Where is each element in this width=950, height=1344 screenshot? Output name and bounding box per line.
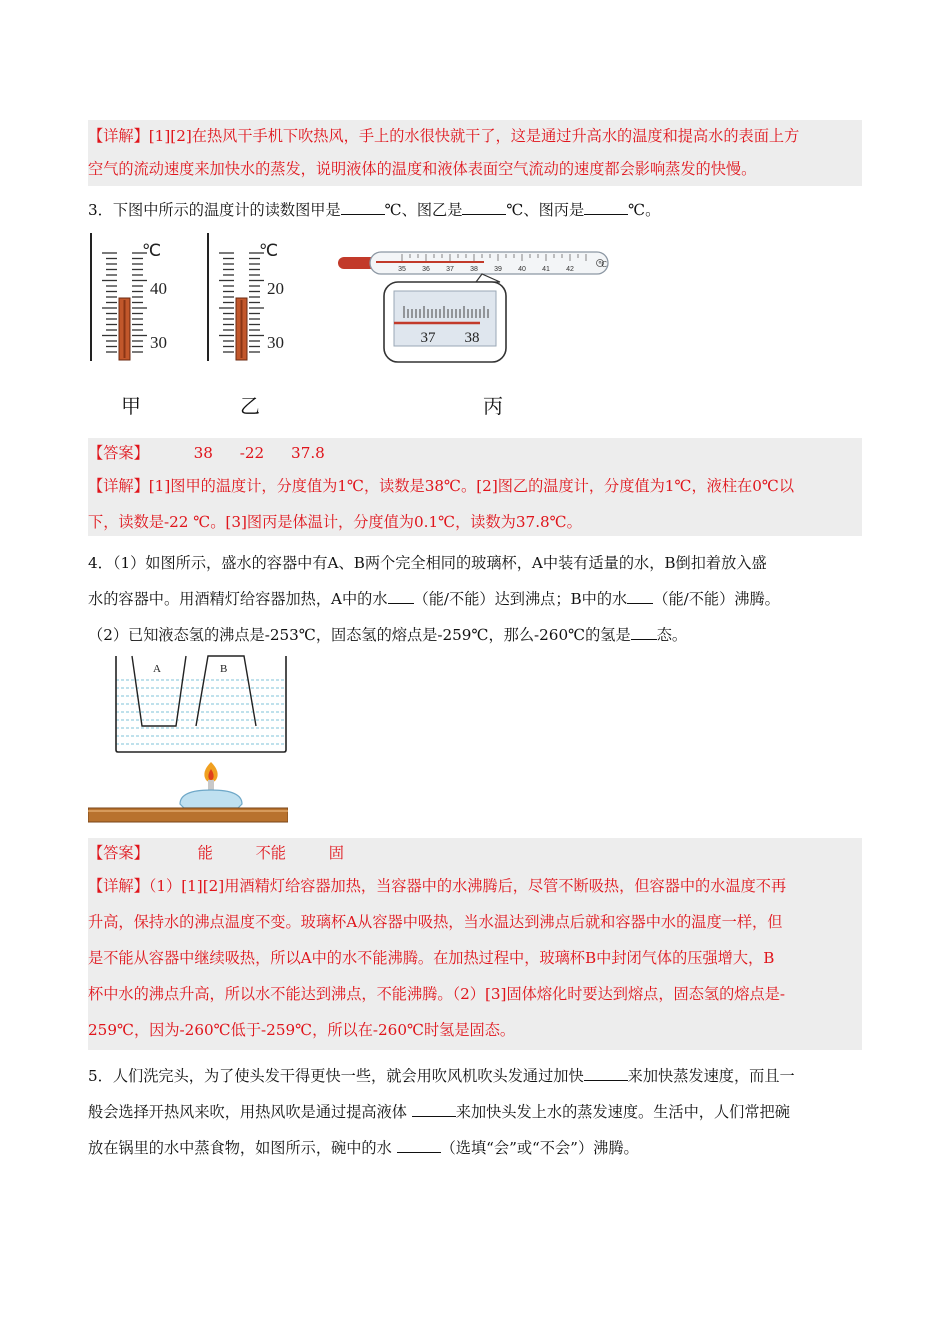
- q3-answer-1: 38: [193, 444, 213, 462]
- clinical-unit: ℃: [598, 260, 607, 269]
- q4-blank-3: [631, 625, 657, 640]
- q2-detail-line2: 空气的流动速度来加快水的蒸发，说明液体的温度和液体表面空气流动的速度都会影响蒸发的快慢。: [88, 160, 757, 178]
- svg-text:42: 42: [566, 266, 574, 273]
- q3-blank-3: [584, 200, 628, 215]
- caption-jia: 甲: [121, 394, 141, 418]
- q5-stem: [88, 1058, 862, 1166]
- q4-detail-line2: 升高，保持水的沸点温度不变。玻璃杯A从容器中吸热，当水温达到沸点后就和容器中水的温度一样，但: [88, 913, 783, 931]
- q3-answer-3: 37.8: [291, 444, 325, 462]
- clinical-thermometer-figure: [336, 244, 616, 366]
- q3-blank-2: [462, 200, 506, 215]
- q4-blank-2: [627, 589, 653, 604]
- q5-blank-2: [412, 1102, 456, 1117]
- svg-text:40: 40: [518, 266, 526, 273]
- thermometer-jia-lower-label: 30: [150, 333, 167, 352]
- q3-detail-line1: 【详解】[1]图甲的温度计，分度值为1℃，读数是38℃。[2]图乙的温度计，分度值为1℃，液柱在0℃以: [88, 477, 795, 495]
- q3-answer-label: 【答案】: [88, 444, 149, 462]
- q4-detail-line3: 是不能从容器中继续吸热，所以A中的水不能沸腾。在加热过程中，玻璃杯B中封闭气体的压强增大，B: [88, 949, 775, 967]
- svg-text:35: 35: [398, 266, 406, 273]
- q2-detail-line1: 【详解】[1][2]在热风干手机下吹热风，手上的水很快就干了，这是通过升高水的温度和提高水的表面上方: [88, 127, 800, 145]
- q3-answer-2: -22: [239, 444, 265, 462]
- q4-detail-line1: 【详解】（1）[1][2]用酒精灯给容器加热，当容器中的水沸腾后，尽管不断吸热，但容器中的水温度不再: [88, 877, 787, 895]
- q4-line2: 水的容器中。用酒精灯给容器加热，A中的水 （能/不能）达到沸点；B中的水 （能/不能）沸腾。: [88, 590, 780, 608]
- caption-yi: 乙: [240, 394, 260, 418]
- q4-answer-1: 能: [197, 844, 213, 862]
- q4-cup-a-label: A: [153, 663, 161, 675]
- q5-blank-3: [397, 1138, 441, 1153]
- q4-stem: [88, 545, 862, 653]
- q3-stem: [88, 192, 862, 228]
- q4-line1: 4．（1）如图所示，盛水的容器中有A、B两个完全相同的玻璃杯，A中装有适量的水，B倒扣着放入盛: [88, 554, 767, 572]
- q4-blank-1: [388, 589, 414, 604]
- svg-text:37: 37: [446, 266, 454, 273]
- q4-detail-line4: 杯中水的沸点升高，所以水不能达到沸点，不能沸腾。（2）[3]固体熔化时要达到熔点，固态氢的熔点是-: [88, 985, 785, 1003]
- q3-stem-b: ℃、图乙是: [384, 201, 463, 219]
- caption-bing: 丙: [483, 394, 503, 418]
- q5-line2: 般会选择开热风来吹，用热风吹是通过提高液体 来加快头发上水的蒸发速度。生活中，人们常把碗: [88, 1103, 790, 1121]
- q4-answer-3: 固: [328, 844, 344, 862]
- q4-container-figure: [88, 652, 288, 824]
- thermometer-yi-upper-label: 20: [267, 279, 284, 298]
- thermometer-yi-lower-label: 30: [267, 333, 284, 352]
- q4-answer-line: [88, 838, 862, 868]
- q5-line1: 5．人们洗完头，为了使头发干得更快一些，就会用吹风机吹头发通过加快 来加快蒸发速度，而且一: [88, 1067, 795, 1085]
- svg-text:36: 36: [422, 266, 430, 273]
- thermometer-jia-figure: [88, 228, 188, 363]
- q4-answer-2: 不能: [255, 844, 286, 862]
- q3-stem-d: ℃。: [628, 201, 661, 219]
- q4-detail-line5: 259℃，因为-260℃低于-259℃，所以在-260℃时氢是固态。: [88, 1021, 516, 1039]
- q4-table: [88, 808, 288, 822]
- svg-text:41: 41: [542, 266, 550, 273]
- q4-lamp-body: [180, 790, 242, 808]
- thermometer-jia-unit: ℃: [142, 241, 162, 260]
- q3-stem-a: 3．下图中所示的温度计的读数图甲是: [88, 201, 341, 219]
- q4-answer-label: 【答案】: [88, 844, 149, 862]
- q4-line3: （2）已知液态氢的沸点是-253℃，固态氢的熔点是-259℃，那么-260℃的氢是 态。: [88, 626, 688, 644]
- q5-blank-1: [584, 1066, 628, 1081]
- q3-answer-block: [88, 438, 862, 536]
- q4-answer-block: [88, 838, 862, 1050]
- q3-stem-c: ℃、图丙是: [506, 201, 585, 219]
- q5-line3: 放在锅里的水中蒸食物，如图所示，碗中的水 （选填“会”或“不会”）沸腾。: [88, 1139, 639, 1157]
- svg-text:38: 38: [470, 266, 478, 273]
- q4-cup-b-label: B: [220, 663, 228, 675]
- q3-detail-line2: 下，读数是-22 ℃。[3]图丙是体温计，分度值为0.1℃，读数为37.8℃。: [88, 513, 582, 531]
- thermometer-jia-upper-label: 40: [150, 279, 167, 298]
- thermometer-yi-unit: ℃: [259, 241, 279, 260]
- q3-blank-1: [341, 200, 385, 215]
- q3-answer-line: [88, 438, 862, 468]
- clinical-zoom-label-37: 37: [420, 330, 436, 346]
- q4-water: [116, 680, 286, 744]
- thermometer-yi-figure: [205, 228, 305, 363]
- svg-text:39: 39: [494, 266, 502, 273]
- clinical-zoom-label-38: 38: [464, 330, 480, 346]
- q2-detail-block: [88, 120, 862, 186]
